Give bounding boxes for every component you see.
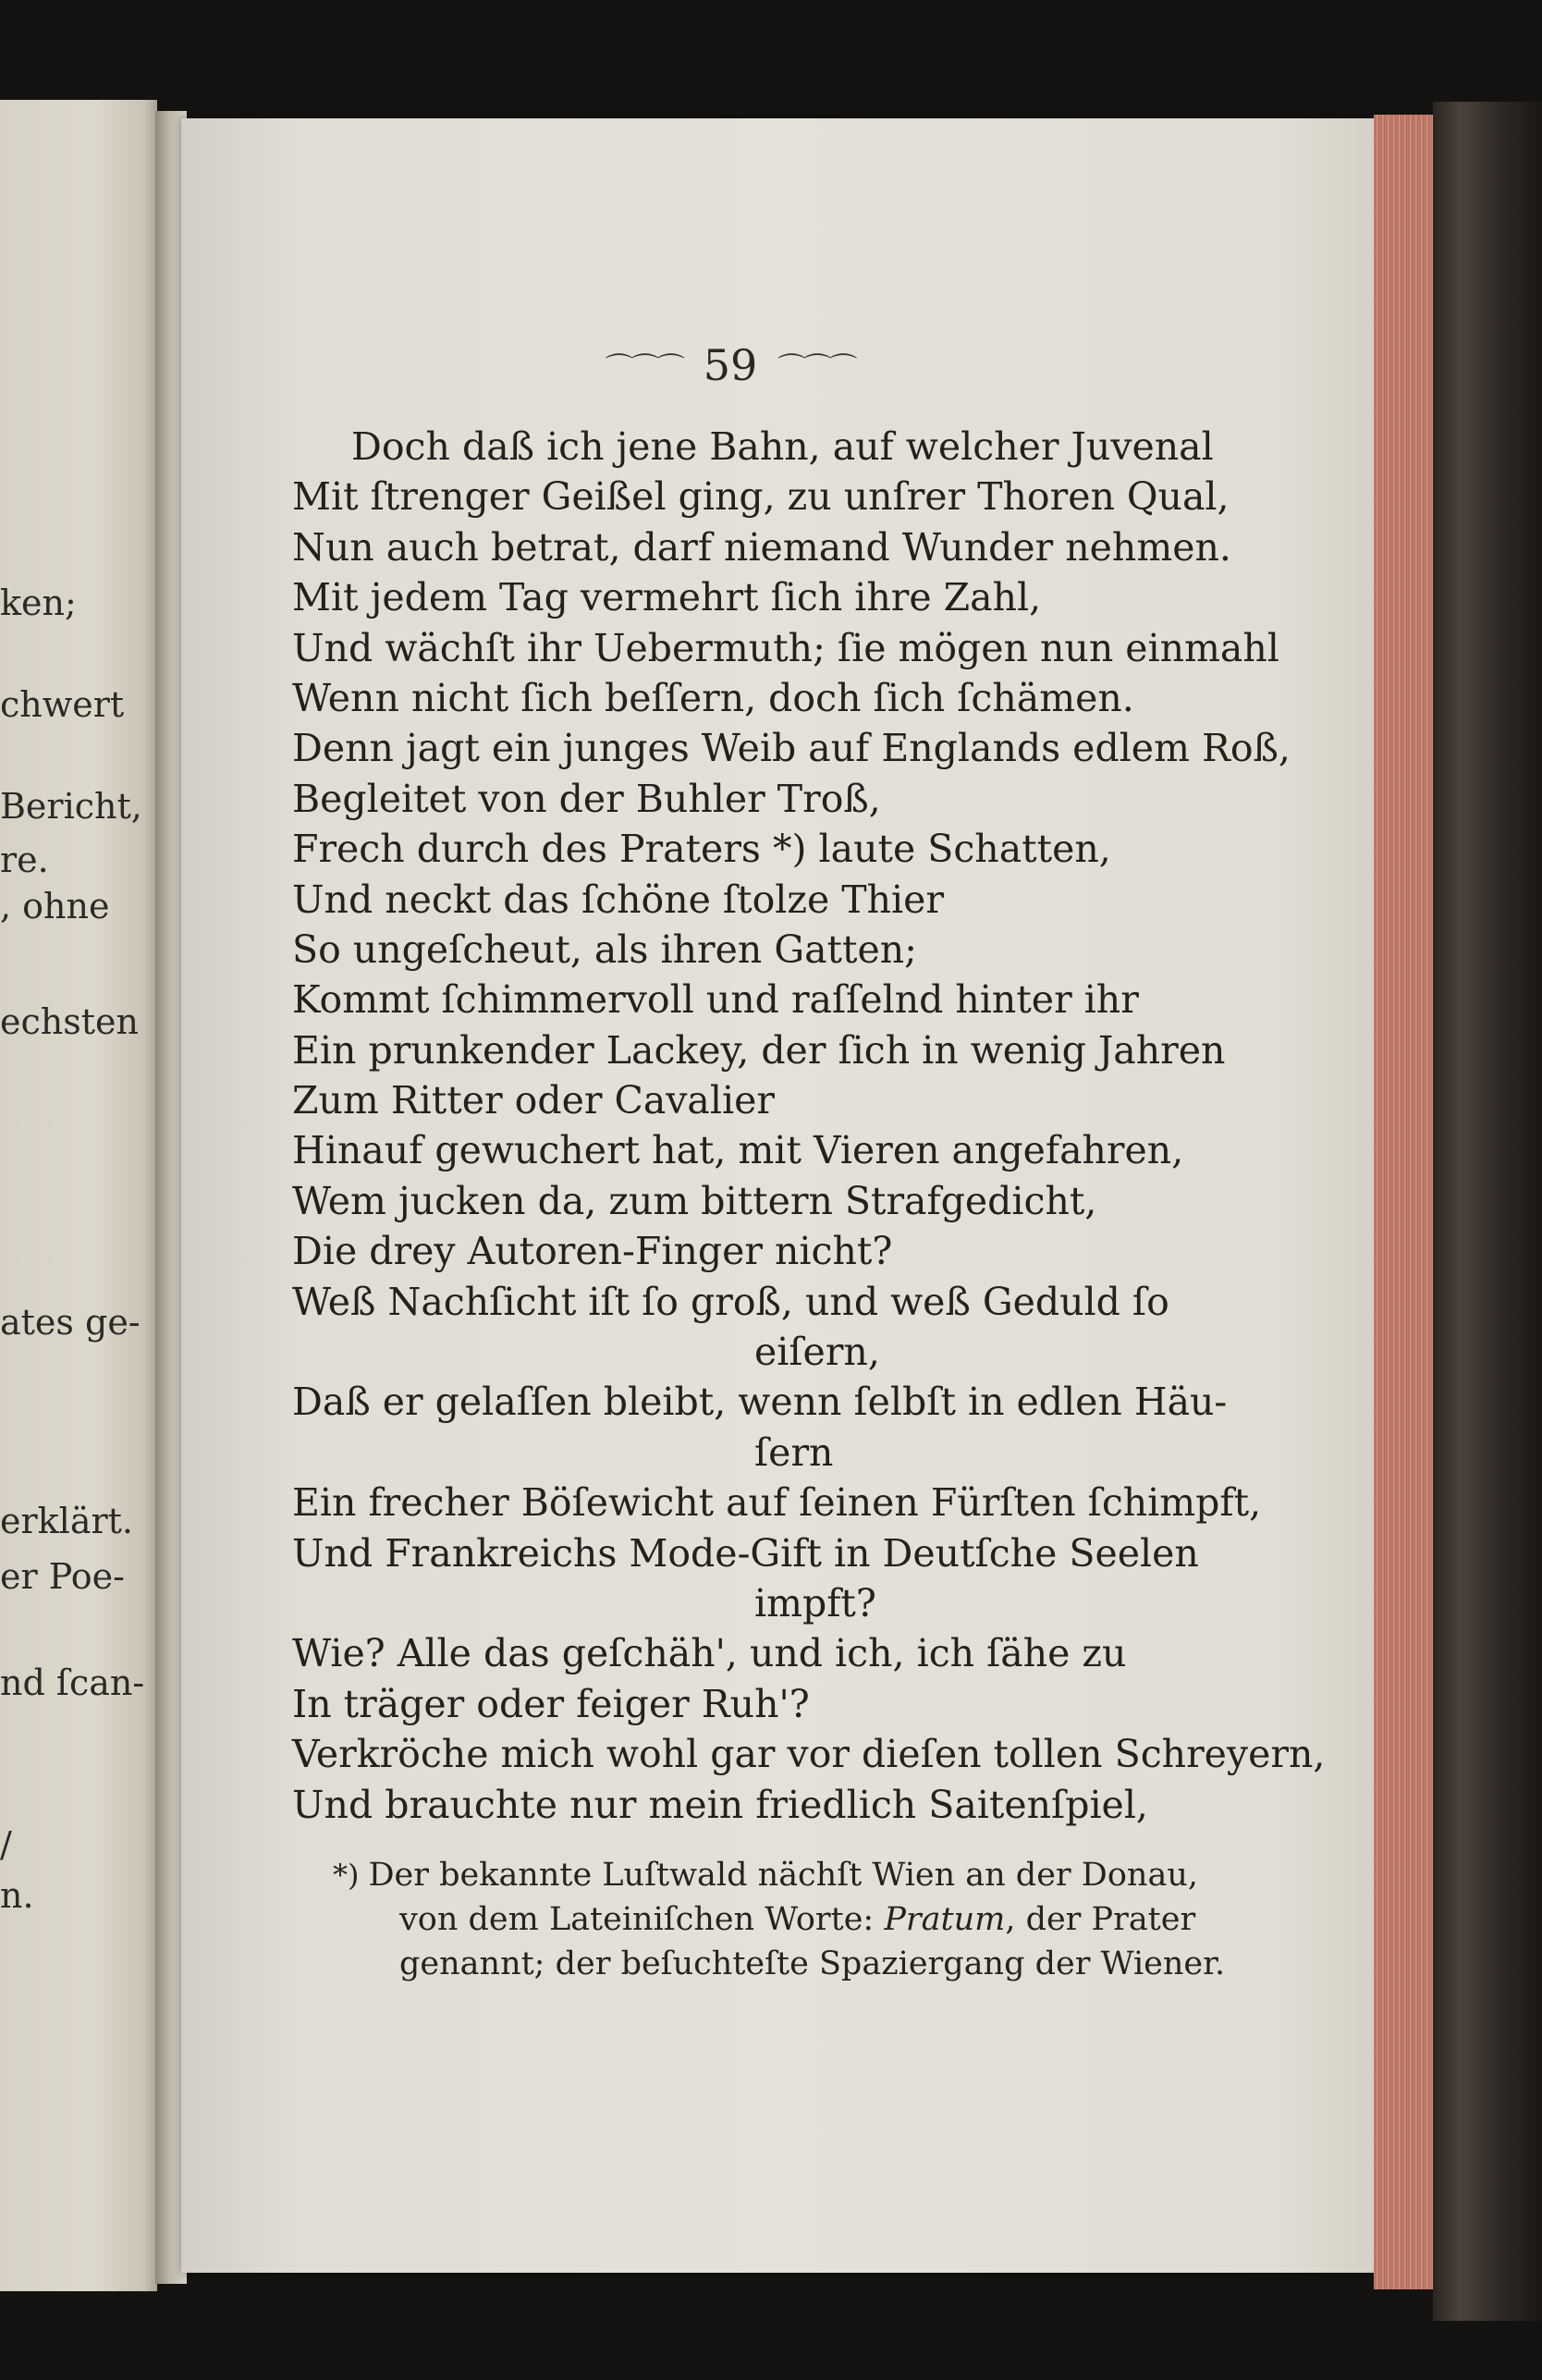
left-page-fragment: nd ſcan- <box>0 1662 145 1703</box>
left-page-fragment: Bericht, <box>0 786 142 827</box>
poem-line: Begleitet von der Buhler Troß, <box>292 776 881 821</box>
poem-line: Verkröche mich wohl gar vor dieſen tollen Schreyern, <box>292 1732 1326 1777</box>
footnote-marker: *) <box>333 1858 360 1893</box>
poem-line-continuation: eiſern, <box>754 1330 880 1375</box>
poem-line: Und Frankreichs Mode-Gift in Deutſche Seelen <box>292 1530 1199 1576</box>
poem-line: Weß Nachſicht iſt ſo groß, und weß Geduld ſo <box>292 1279 1169 1324</box>
left-page-fragment: , ohne <box>0 886 110 926</box>
ornament-right-icon: ⌒⌒⌒ <box>777 352 856 385</box>
poem-text <box>292 422 1326 1830</box>
poem-line: Wie? Alle das geſchäh', und ich, ich ſähe zu <box>292 1631 1127 1676</box>
poem-line: Daß er gelaſſen bleibt, wenn ſelbſt in edlen Häu- <box>292 1380 1228 1425</box>
poem-line: Ein prunkender Lackey, der ſich in wenig Jahren <box>292 1027 1226 1073</box>
poem-line: Kommt ſchimmervoll und raſſelnd hinter ihr <box>292 977 1139 1023</box>
footnote-text: Der bekannte Luſtwald nächſt Wien an der Donau, <box>368 1857 1198 1894</box>
poem-line: Doch daß ich jene Bahn, auf welcher Juvenal <box>351 424 1214 469</box>
footnote-text: von dem Lateiniſchen Worte: <box>399 1901 875 1938</box>
left-page-fragment: ken; <box>0 583 77 623</box>
poem-line: Die drey Autoren-Finger nicht? <box>292 1229 893 1274</box>
ornament-left-icon: ⌒⌒⌒ <box>605 352 683 385</box>
left-page-fragment: ates ge- <box>0 1302 141 1343</box>
poem-line: Mit jedem Tag vermehrt ſich ihre Zahl, <box>292 575 1042 620</box>
footnote-text: , der Prater <box>1005 1901 1196 1938</box>
footnote-line: genannt; der beſuchteſte Spaziergang der Wiener. <box>399 1945 1226 1982</box>
left-page-fragment: er Poe- <box>0 1556 125 1597</box>
footnote <box>333 1853 1226 1986</box>
footnote-line <box>333 1897 1196 1942</box>
poem-line: In träger oder feiger Ruh'? <box>292 1681 810 1726</box>
page-header <box>592 333 869 398</box>
poem-line: Wenn nicht ſich beſſern, doch ſich ſchämen. <box>292 675 1134 720</box>
poem-line: Denn jagt ein junges Weib auf Englands edlem Roß, <box>292 726 1291 771</box>
poem-line: Und brauchte nur mein friedlich Saitenſpiel, <box>292 1782 1148 1827</box>
poem-line: Frech durch des Praters *) laute Schatten, <box>292 827 1111 872</box>
left-page-fragment: erklärt. <box>0 1501 134 1541</box>
poem-line: Nun auch betrat, darf niemand Wunder nehmen. <box>292 524 1231 570</box>
poem-line: Und neckt das ſchöne ſtolze Thier <box>292 877 944 922</box>
poem-line: Ein frecher Böſewicht auf ſeinen Fürſten ſchimpft, <box>292 1480 1262 1526</box>
footnote-latin-word: Pratum <box>884 1901 1006 1938</box>
poem-line-continuation: impft? <box>754 1580 876 1626</box>
footnote-line <box>333 1853 1198 1897</box>
poem-line: Zum Ritter oder Cavalier <box>292 1078 775 1123</box>
left-page-fragment: echsten <box>0 1001 139 1042</box>
poem-line: Und wächſt ihr Uebermuth; ſie mögen nun einmahl <box>292 625 1279 670</box>
left-page-fragment: chwert <box>0 684 125 725</box>
book-cover-edge <box>1433 102 1542 2321</box>
poem-line: Mit ſtrenger Geißel ging, zu unſrer Thoren Qual, <box>292 474 1230 520</box>
left-page-fragment: n. <box>0 1875 34 1916</box>
page-number: 59 <box>703 340 758 390</box>
poem-line: So ungeſcheut, als ihren Gatten; <box>292 926 917 972</box>
left-page-fragment: / <box>0 1824 12 1865</box>
left-page-fragment: re. <box>0 840 49 880</box>
page-edges <box>1374 115 1435 2289</box>
poem-line: Wem jucken da, zum bittern Strafgedicht, <box>292 1178 1097 1223</box>
poem-line-continuation: ſern <box>754 1429 834 1475</box>
left-page <box>0 100 157 2291</box>
poem-line: Hinauf gewuchert hat, mit Vieren angefahren, <box>292 1128 1184 1173</box>
